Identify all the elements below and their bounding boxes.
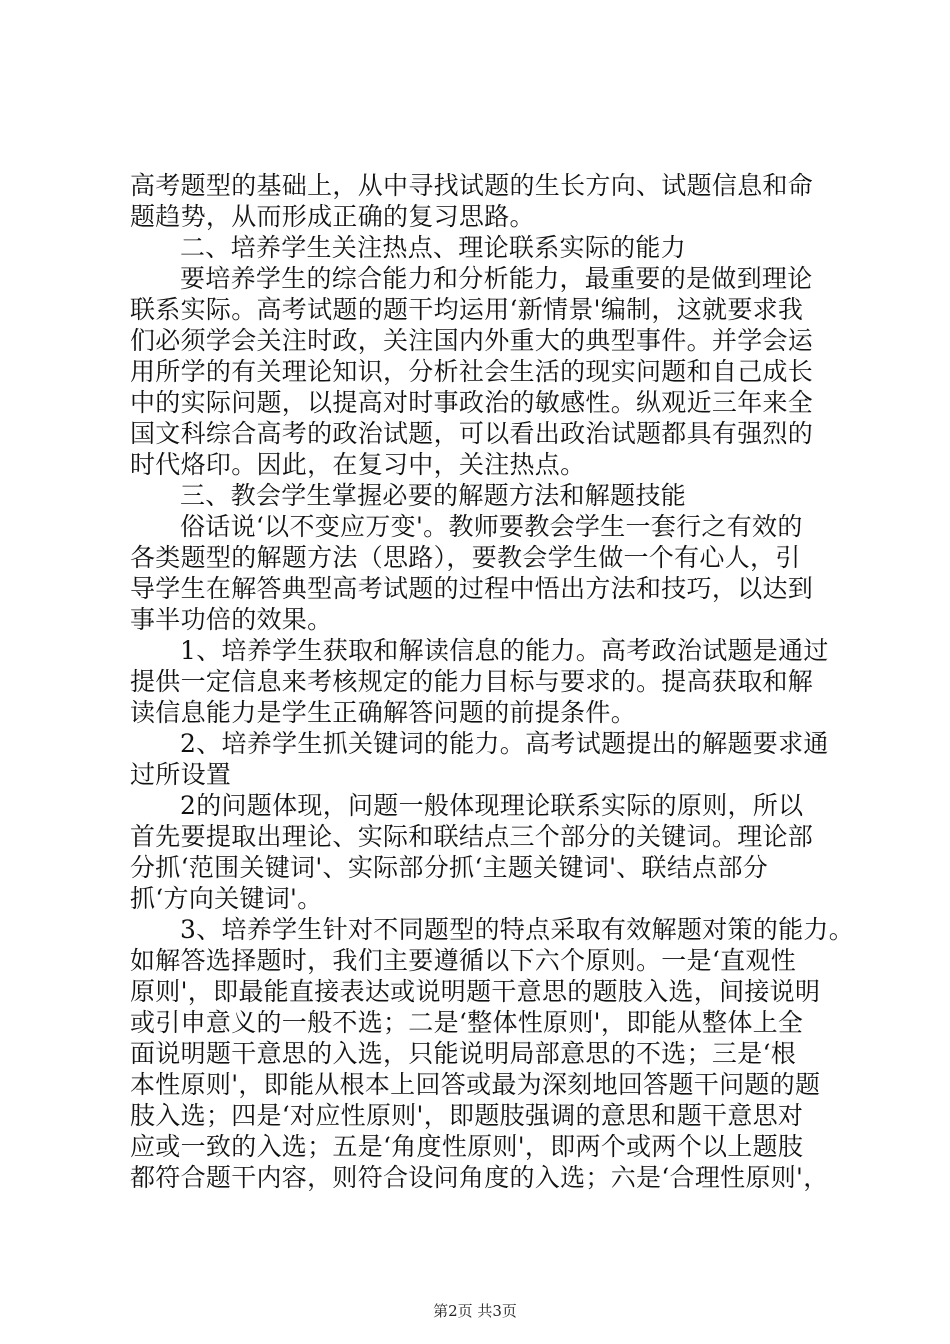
text-line: 俗话说‘以不变应万变'。教师要教会学生一套行之有效的 <box>180 512 803 541</box>
text-line: 3、培养学生针对不同题型的特点采取有效解题对策的能力。 <box>180 915 855 944</box>
text-line: 2、培养学生抓关键词的能力。高考试题提出的解题要求通 <box>180 729 829 758</box>
text-line: 都符合题干内容，则符合设问角度的入选；六是‘合理性原则'， <box>130 1163 829 1192</box>
text-line: 要培养学生的综合能力和分析能力，最重要的是做到理论 <box>180 264 813 293</box>
section-heading: 二、培养学生关注热点、理论联系实际的能力 <box>180 233 687 262</box>
section-heading: 三、教会学生掌握必要的解题方法和解题技能 <box>180 481 687 510</box>
text-line: 事半功倍的效果。 <box>130 605 333 634</box>
text-line: 分抓‘范围关键词'、实际部分抓‘主题关键词'、联结点部分 <box>130 853 769 882</box>
text-line: 国文科综合高考的政治试题，可以看出政治试题都具有强烈的 <box>130 419 814 448</box>
text-line: 应或一致的入选；五是‘角度性原则'，即两个或两个以上题肢 <box>130 1132 804 1161</box>
text-line: 们必须学会关注时政，关注国内外重大的典型事件。并学会运 <box>130 326 814 355</box>
text-line: 如解答选择题时，我们主要遵循以下六个原则。一是‘直观性 <box>130 946 797 975</box>
text-line: 用所学的有关理论知识，分析社会生活的现实问题和自己成长 <box>130 357 814 386</box>
text-line: 高考题型的基础上，从中寻找试题的生长方向、试题信息和命 <box>130 171 814 200</box>
page-number-footer: 第2页 共3页 <box>433 1302 517 1320</box>
text-line: 2的问题体现，问题一般体现理论联系实际的原则，所以 <box>180 791 804 820</box>
text-line: 面说明题干意思的入选，只能说明局部意思的不选；三是‘根 <box>130 1039 797 1068</box>
text-line: 过所设置 <box>130 760 232 789</box>
text-line: 肢入选；四是‘对应性原则'，即题肢强调的意思和题干意思对 <box>130 1101 804 1130</box>
text-line: 导学生在解答典型高考试题的过程中悟出方法和技巧，以达到 <box>130 574 814 603</box>
text-line: 中的实际问题，以提高对时事政治的敏感性。纵观近三年来全 <box>130 388 814 417</box>
text-line: 联系实际。高考试题的题干均运用‘新情景'编制，这就要求我 <box>130 295 804 324</box>
text-line: 各类题型的解题方法（思路），要教会学生做一个有心人，引 <box>130 543 801 572</box>
text-line: 原则'，即最能直接表达或说明题干意思的题肢入选，间接说明 <box>130 977 821 1006</box>
text-line: 时代烙印。因此，在复习中，关注热点。 <box>130 450 586 479</box>
text-line: 1、培养学生获取和解读信息的能力。高考政治试题是通过 <box>180 636 829 665</box>
text-line: 抓‘方向关键词'。 <box>130 884 323 913</box>
text-line: 读信息能力是学生正确解答问题的前提条件。 <box>130 698 637 727</box>
text-line: 提供一定信息来考核规定的能力目标与要求的。提高获取和解 <box>130 667 814 696</box>
text-line: 或引申意义的一般不选；二是‘整体性原则'，即能从整体上全 <box>130 1008 804 1037</box>
text-line: 首先要提取出理论、实际和联结点三个部分的关键词。理论部 <box>130 822 814 851</box>
text-line: 题趋势，从而形成正确的复习思路。 <box>130 202 535 231</box>
text-line: 本性原则'，即能从根本上回答或最为深刻地回答题干问题的题 <box>130 1070 821 1099</box>
document-body <box>130 170 855 1193</box>
